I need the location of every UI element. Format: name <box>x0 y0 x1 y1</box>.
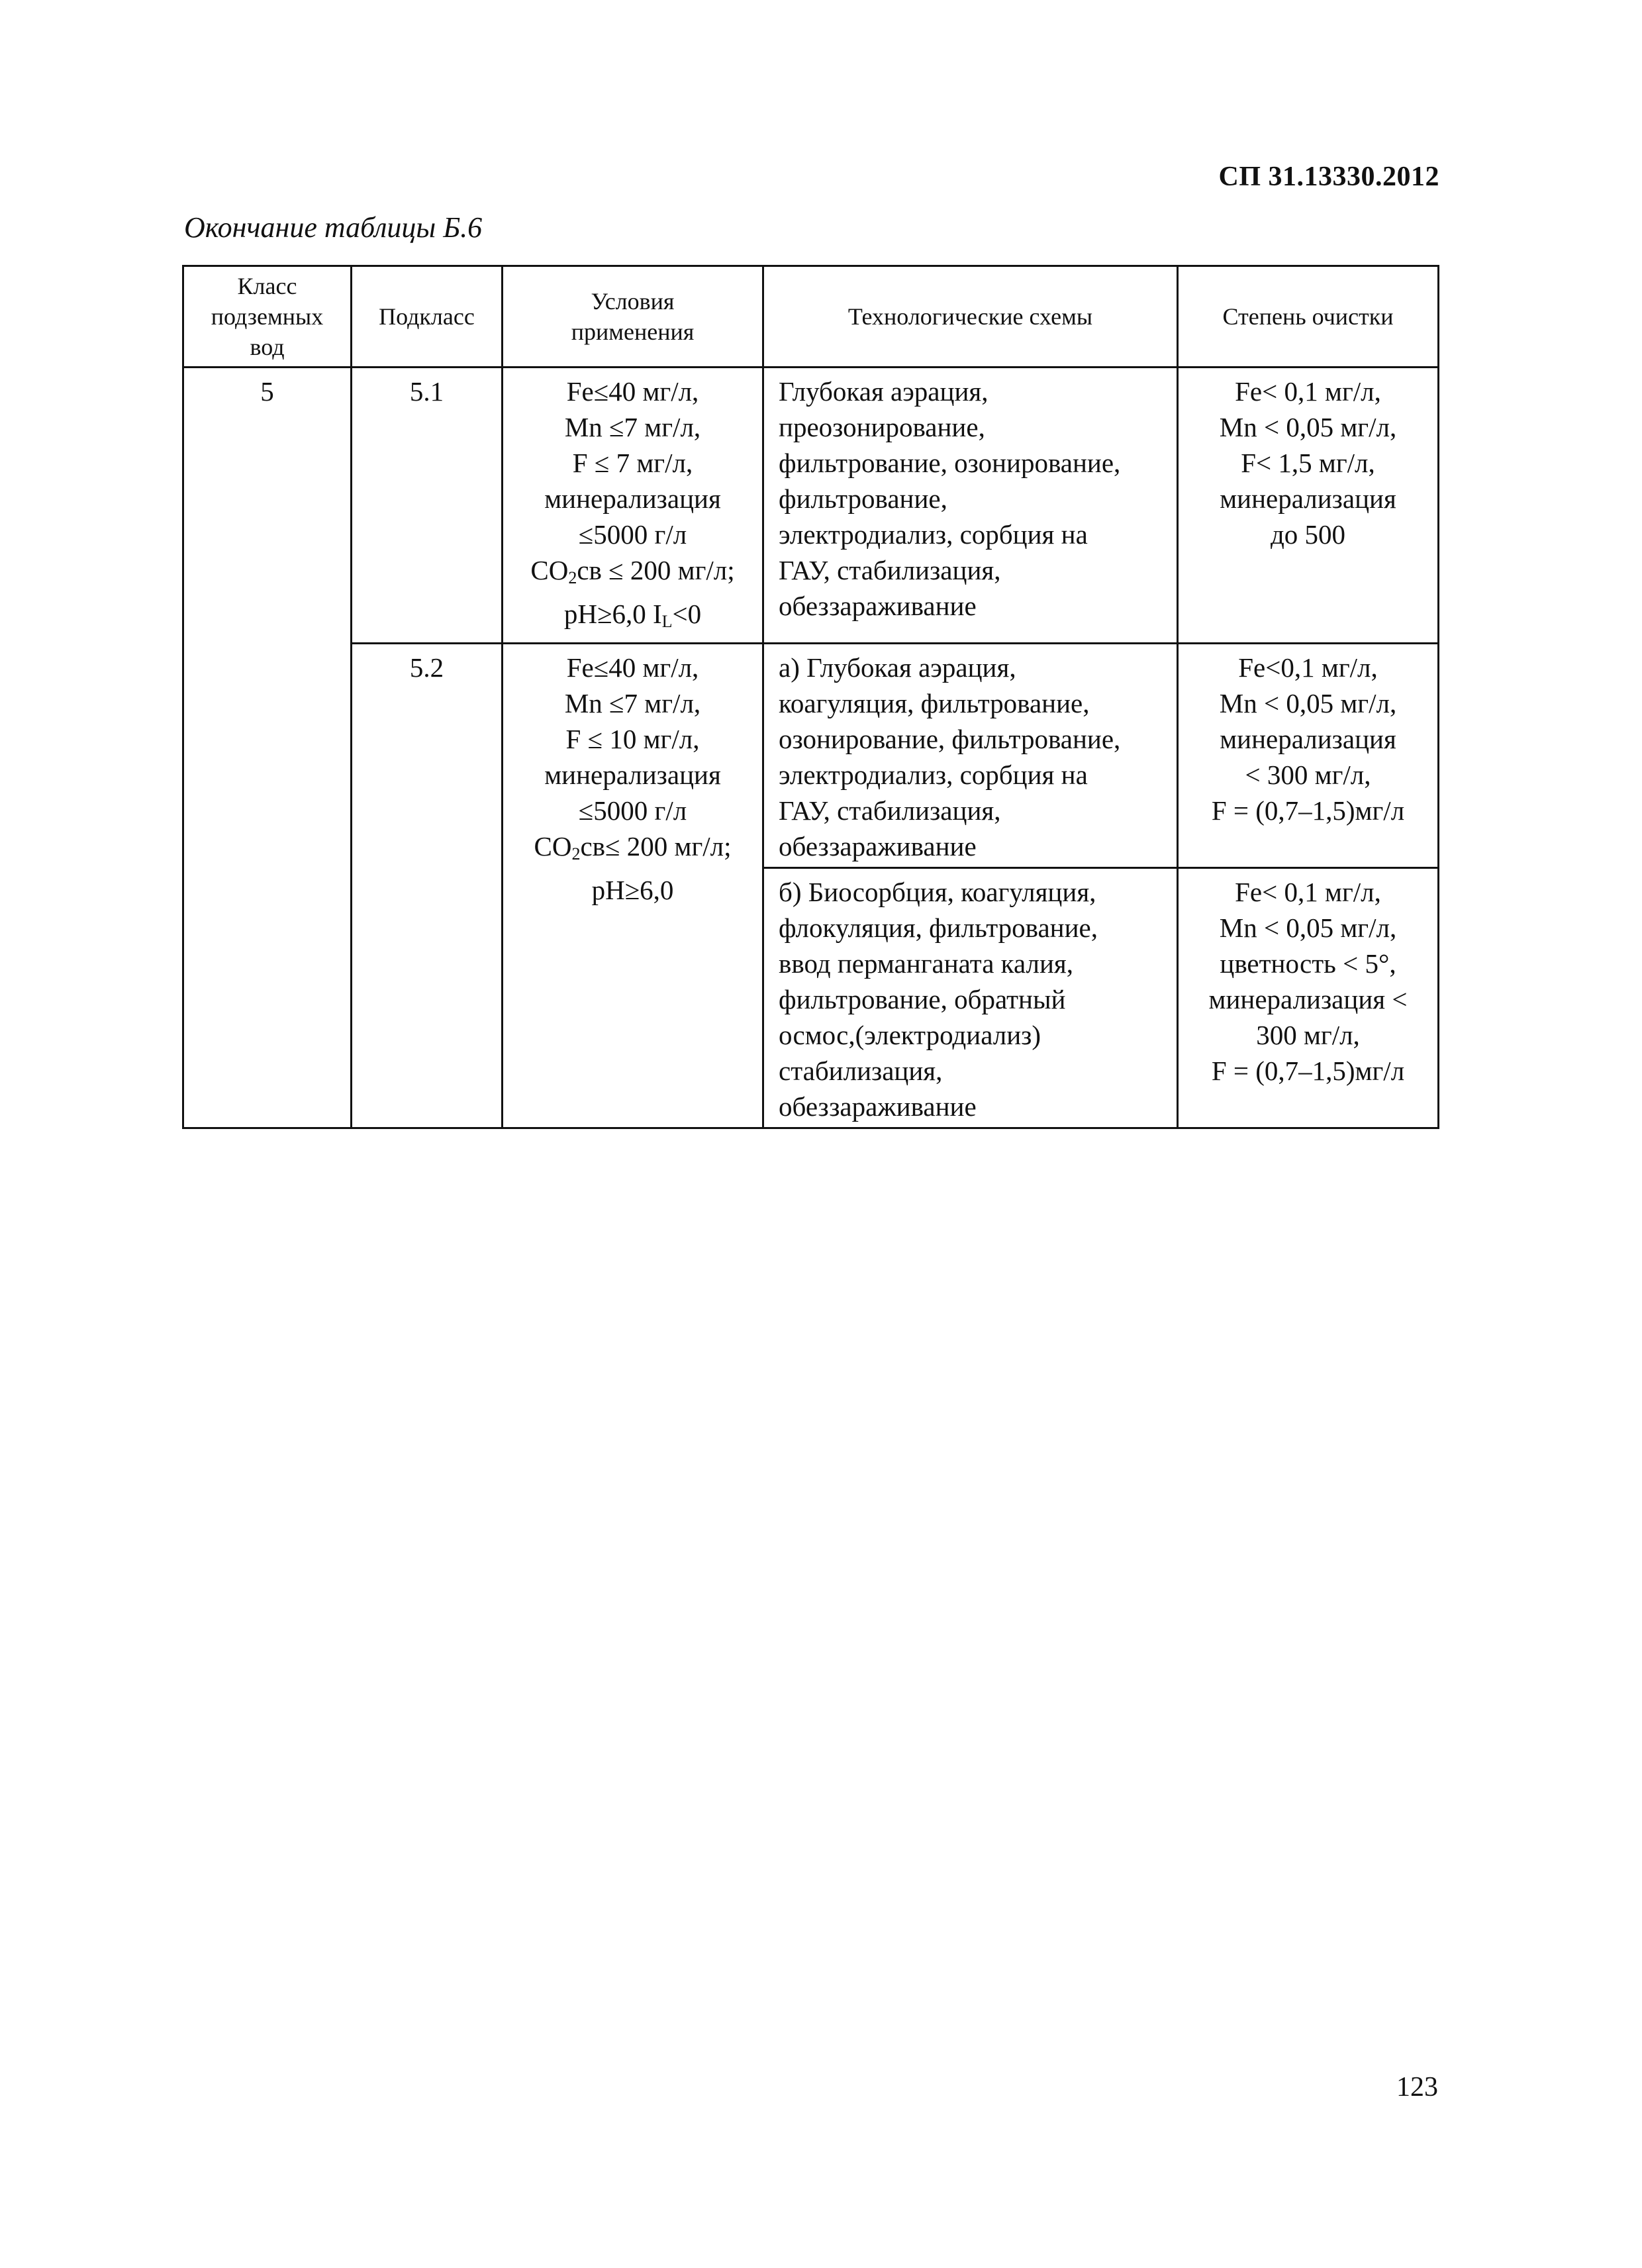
document-code: СП 31.13330.2012 <box>1218 162 1439 192</box>
table-header-row <box>183 266 1439 368</box>
class-cell: 5 <box>183 368 352 1128</box>
schemes-cell-a: а) Глубокая аэрация, коагуляция, фильтрование, озонирование, фильтрование, электродиализ, сорбция на ГАУ, стабилизация, обеззараживание <box>763 644 1178 868</box>
header-schemes: Технологические схемы <box>763 266 1178 368</box>
degree-cell: Fe< 0,1 мг/л, Mn < 0,05 мг/л, F< 1,5 мг/л, минерализация до 500 <box>1178 368 1439 644</box>
header-subclass: Подкласс <box>352 266 503 368</box>
subclass-cell: 5.1 <box>352 368 503 644</box>
header-class: Класс подземных вод <box>183 266 352 368</box>
schemes-cell: Глубокая аэрация, преозонирование, фильтрование, озонирование, фильтрование, электродиализ, сорбция на ГАУ, стабилизация, обеззараживание <box>763 368 1178 644</box>
header-degree: Степень очистки <box>1178 266 1439 368</box>
degree-cell-a: Fe<0,1 мг/л, Mn < 0,05 мг/л, минерализация < 300 мг/л, F = (0,7–1,5)мг/л <box>1178 644 1439 868</box>
table-row <box>183 368 1439 644</box>
table-row <box>183 644 1439 868</box>
subclass-cell: 5.2 <box>352 644 503 1128</box>
conditions-cell: Fe≤40 мг/л, Mn ≤7 мг/л, F ≤ 7 мг/л, минерализация ≤5000 г/л $CO_2св \le 200$ мг/л; pH≥6,0 $I_L<0$ <box>503 368 763 644</box>
table-caption: Окончание таблицы Б.6 <box>184 211 483 244</box>
schemes-cell-b: б) Биосорбция, коагуляция, флокуляция, фильтрование, ввод перманганата калия, фильтрование, обратный осмос,(электродиализ) стабилизация, обеззараживание <box>763 868 1178 1128</box>
conditions-cell: Fe≤40 мг/л, Mn ≤7 мг/л, F ≤ 10 мг/л, минерализация ≤5000 г/л $CO_2св\le 200$ мг/л; pH≥6,0 <box>503 644 763 1128</box>
header-conditions: Условия применения <box>503 266 763 368</box>
purification-table <box>182 265 1439 1129</box>
degree-cell-b: Fe< 0,1 мг/л, Mn < 0,05 мг/л, цветность < 5°, минерализация < 300 мг/л, F = (0,7–1,5)мг/л <box>1178 868 1439 1128</box>
page-number: 123 <box>1396 2072 1438 2102</box>
